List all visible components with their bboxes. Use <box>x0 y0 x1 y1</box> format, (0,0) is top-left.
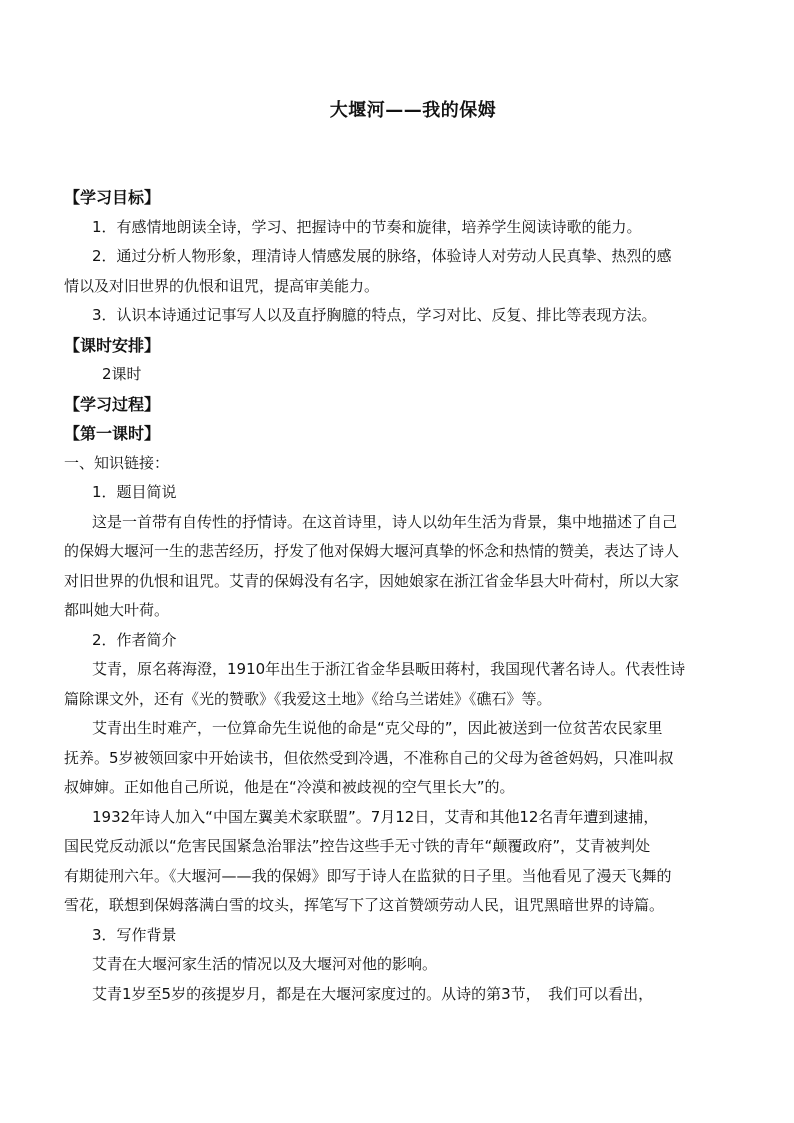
objective-item-2-cont: 情以及对旧世界的仇恨和诅咒，提高审美能力。 <box>64 276 380 295</box>
paragraph-line: 1932年诗人加入“中国左翼美术家联盟”。7月12日，艾青和其他12名青年遭到逮捕， <box>92 807 659 826</box>
paragraph-line: 艾青在大堰河家生活的情况以及大堰河对他的影响。 <box>92 955 438 973</box>
section-heading-schedule: 【课时安排】 <box>64 335 161 355</box>
item-writing-background: 3．写作背景 <box>92 925 177 944</box>
paragraph-line: 艾青，原名蒋海澄，1910年出生于浙江省金华县畈田蒋村，我国现代著名诗人。代表性诗 <box>92 660 686 678</box>
document-title: 大堰河——我的保姆 <box>329 100 497 121</box>
objective-item-2: 2．通过分析人物形象，理清诗人情感发展的脉络，体验诗人对劳动人民真挚、热烈的感 <box>92 247 672 265</box>
section-heading-first-lesson: 【第一课时】 <box>64 424 161 443</box>
schedule-text: 2课时 <box>102 365 142 383</box>
paragraph-line: 艾青1岁至5岁的孩提岁月，都是在大堰河家度过的。从诗的第3节， 我们可以看出， <box>92 984 654 1003</box>
item-title-explanation: 1．题目简说 <box>92 483 177 501</box>
paragraph-line: 艾青出生时难产，一位算命先生说他的命是“克父母的”，因此被送到一位贫苦农民家里 <box>92 719 663 737</box>
paragraph-line: 抚养。5岁被领回家中开始读书，但依然受到冷遇，不准称自己的父母为爸爸妈妈，只准叫叔 <box>64 748 674 767</box>
objective-item-1: 1．有感情地朗读全诗，学习、把握诗中的节奏和旋律，培养学生阅读诗歌的能力。 <box>92 217 642 236</box>
paragraph-line: 篇除课文外，还有《光的赞歌》《我爱这土地》《给乌兰诺娃》《礁石》等。 <box>64 689 552 708</box>
paragraph-line: 这是一首带有自传性的抒情诗。在这首诗里，诗人以幼年生活为背景，集中地描述了自己 <box>92 512 678 531</box>
paragraph-line: 雪花，联想到保姆落满白雪的坟头，挥笔写下了这首赞颂劳动人民，诅咒黑暗世界的诗篇。 <box>64 896 665 914</box>
paragraph-line: 的保姆大堰河一生的悲苦经历，抒发了他对保姆大堰河真挚的怀念和热情的赞美，表达了诗人 <box>64 542 680 560</box>
paragraph-line: 对旧世界的仇恨和诅咒。艾青的保姆没有名字，因她娘家在浙江省金华县大叶荷村，所以大家 <box>64 571 680 590</box>
section-heading-process: 【学习过程】 <box>64 394 161 414</box>
section-heading-objectives: 【学习目标】 <box>64 188 161 207</box>
paragraph-line: 国民党反动派以“危害民国紧急治罪法”控告这些手无寸铁的青年“颠覆政府”，艾青被判处 <box>64 837 651 855</box>
document-body <box>64 183 732 1009</box>
objective-item-3: 3．认识本诗通过记事写人以及直抒胸臆的特点，学习对比、反复、排比等表现方法。 <box>92 306 657 324</box>
paragraph-line: 有期徒刑六年。《大堰河——我的保姆》即写于诗人在监狱的日子里。当他看见了漫天飞舞的 <box>64 866 672 885</box>
item-author-intro: 2．作者简介 <box>92 630 177 649</box>
paragraph-line: 叔婶婶。正如他自己所说，他是在“冷漠和被歧视的空气里长大”的。 <box>64 778 515 796</box>
subsection-knowledge-links: 一、知识链接： <box>64 453 170 472</box>
paragraph-line: 都叫她大叶荷。 <box>64 601 170 619</box>
